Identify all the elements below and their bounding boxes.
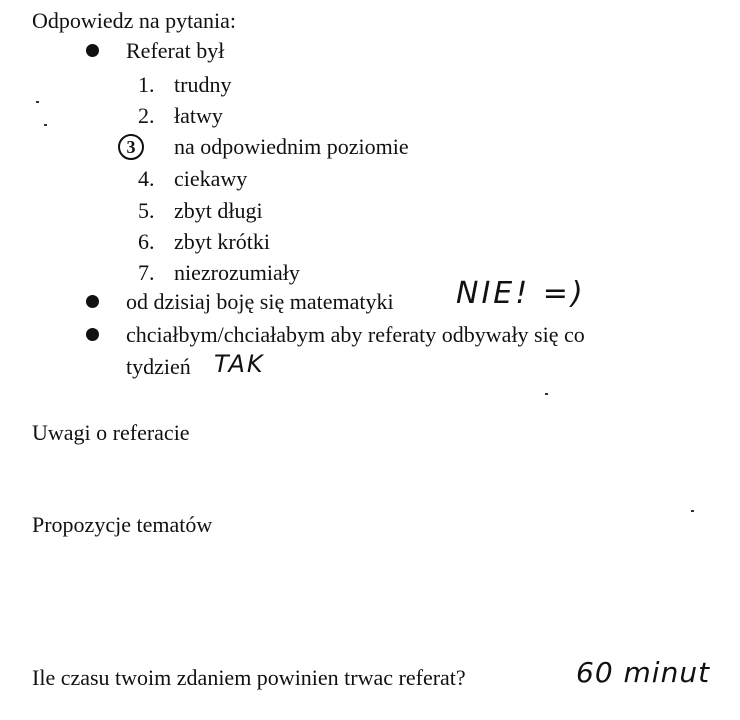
scan-speck [36, 101, 39, 103]
option-7-text: niezrozumiały [174, 260, 300, 285]
option-4-number: 4. [138, 166, 155, 191]
option-2-text: łatwy [174, 103, 223, 128]
topics-label: Propozycje tematów [32, 512, 213, 537]
scan-speck [691, 510, 694, 512]
question-2-label: od dzisiaj boję się matematyki [126, 289, 394, 314]
question-2-handwritten-answer: NIE! =) [456, 276, 586, 311]
option-3-text: na odpowiednim poziomie [174, 134, 409, 159]
scan-speck [44, 124, 47, 126]
survey-heading: Odpowiedz na pytania: [32, 8, 237, 33]
bullet-1 [86, 44, 99, 57]
option-1-number: 1. [138, 72, 155, 97]
option-6-number: 6. [138, 229, 155, 254]
question-3-label-line1: chciałbym/chciałabym aby referaty odbywały się co [126, 322, 585, 347]
question-3-label-line2: tydzień [126, 354, 191, 379]
remarks-label: Uwagi o referacie [32, 420, 190, 445]
bullet-3 [86, 328, 99, 341]
option-2-number: 2. [138, 103, 155, 128]
duration-question-label: Ile czasu twoim zdaniem powinien trwac referat? [32, 665, 466, 690]
option-4-text: ciekawy [174, 166, 248, 191]
option-1-text: trudny [174, 72, 232, 97]
option-7-number: 7. [138, 260, 155, 285]
scan-speck [545, 393, 548, 395]
option-6-text: zbyt krótki [174, 229, 270, 254]
bullet-2 [86, 295, 99, 308]
option-3-circled-number: 3 [118, 134, 144, 160]
question-1-label: Referat był [126, 38, 225, 63]
option-5-text: zbyt długi [174, 198, 263, 223]
question-3-handwritten-answer: TAK [214, 350, 265, 378]
duration-handwritten-answer: 60 minut [576, 656, 711, 689]
option-5-number: 5. [138, 198, 155, 223]
